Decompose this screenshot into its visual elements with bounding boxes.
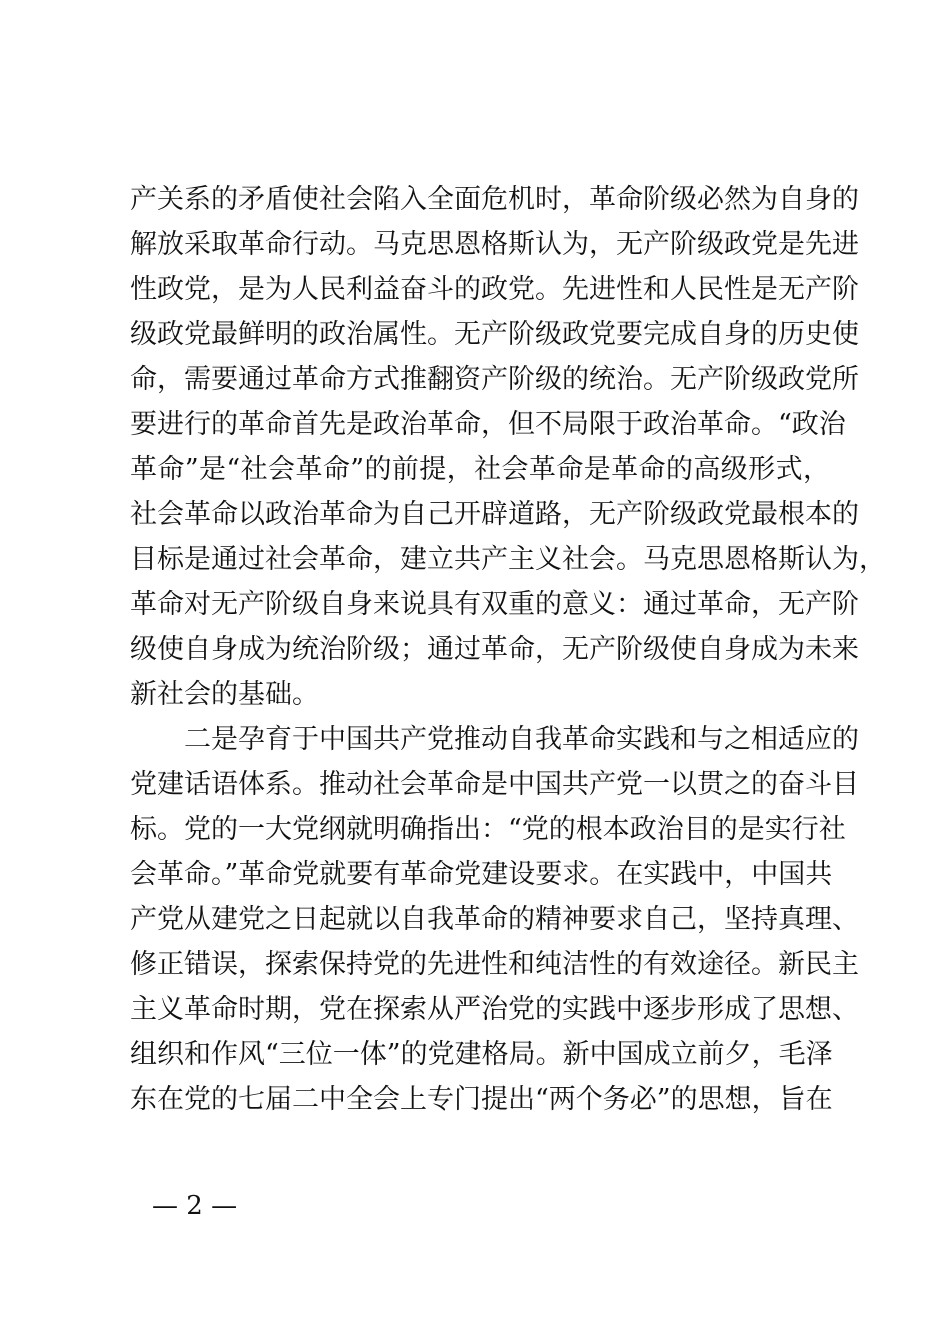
text-line: 社会革命以政治革命为自己开辟道路，无产阶级政党最根本的: [130, 499, 859, 530]
text-line: 新社会的基础。: [130, 679, 319, 710]
text-line: 性政党，是为人民利益奋斗的政党。先进性和人民性是无产阶: [130, 274, 859, 305]
text-line: 解放采取革命行动。马克思恩格斯认为，无产阶级政党是先进: [130, 229, 859, 260]
text-line: 东在党的七届二中全会上专门提出“两个务必”的思想，旨在: [130, 1084, 833, 1115]
text-line: 级使自身成为统治阶级；通过革命，无产阶级使自身成为未来: [130, 634, 859, 665]
text-line: 产党从建党之日起就以自我革命的精神要求自己，坚持真理、: [130, 904, 859, 935]
text-line: 目标是通过社会革命，建立共产主义社会。马克思恩格斯认为，: [130, 544, 886, 575]
page-number: — 2 —: [152, 1191, 238, 1221]
paragraph-start-line: 二是孕育于中国共产党推动自我革命实践和与之相适应的: [184, 724, 859, 755]
text-line: 要进行的革命首先是政治革命，但不局限于政治革命。“政治: [130, 409, 846, 440]
text-line: 修正错误，探索保持党的先进性和纯洁性的有效途径。新民主: [130, 949, 859, 980]
text-line: 会革命。”革命党就要有革命党建设要求。在实践中，中国共: [130, 859, 833, 890]
text-line: 主义革命时期，党在探索从严治党的实践中逐步形成了思想、: [130, 994, 859, 1025]
text-line: 产关系的矛盾使社会陷入全面危机时，革命阶级必然为自身的: [130, 184, 859, 215]
text-line: 党建话语体系。推动社会革命是中国共产党一以贯之的奋斗目: [130, 769, 859, 800]
text-line: 组织和作风“三位一体”的党建格局。新中国成立前夕，毛泽: [130, 1039, 833, 1070]
text-line: 革命对无产阶级自身来说具有双重的意义：通过革命，无产阶: [130, 589, 859, 620]
text-line: 革命”是“社会革命”的前提，社会革命是革命的高级形式，: [130, 454, 830, 485]
text-line: 命，需要通过革命方式推翻资产阶级的统治。无产阶级政党所: [130, 364, 859, 395]
text-line: 级政党最鲜明的政治属性。无产阶级政党要完成自身的历史使: [130, 319, 859, 350]
text-line: 标。党的一大党纲就明确指出：“党的根本政治目的是实行社: [130, 814, 846, 845]
